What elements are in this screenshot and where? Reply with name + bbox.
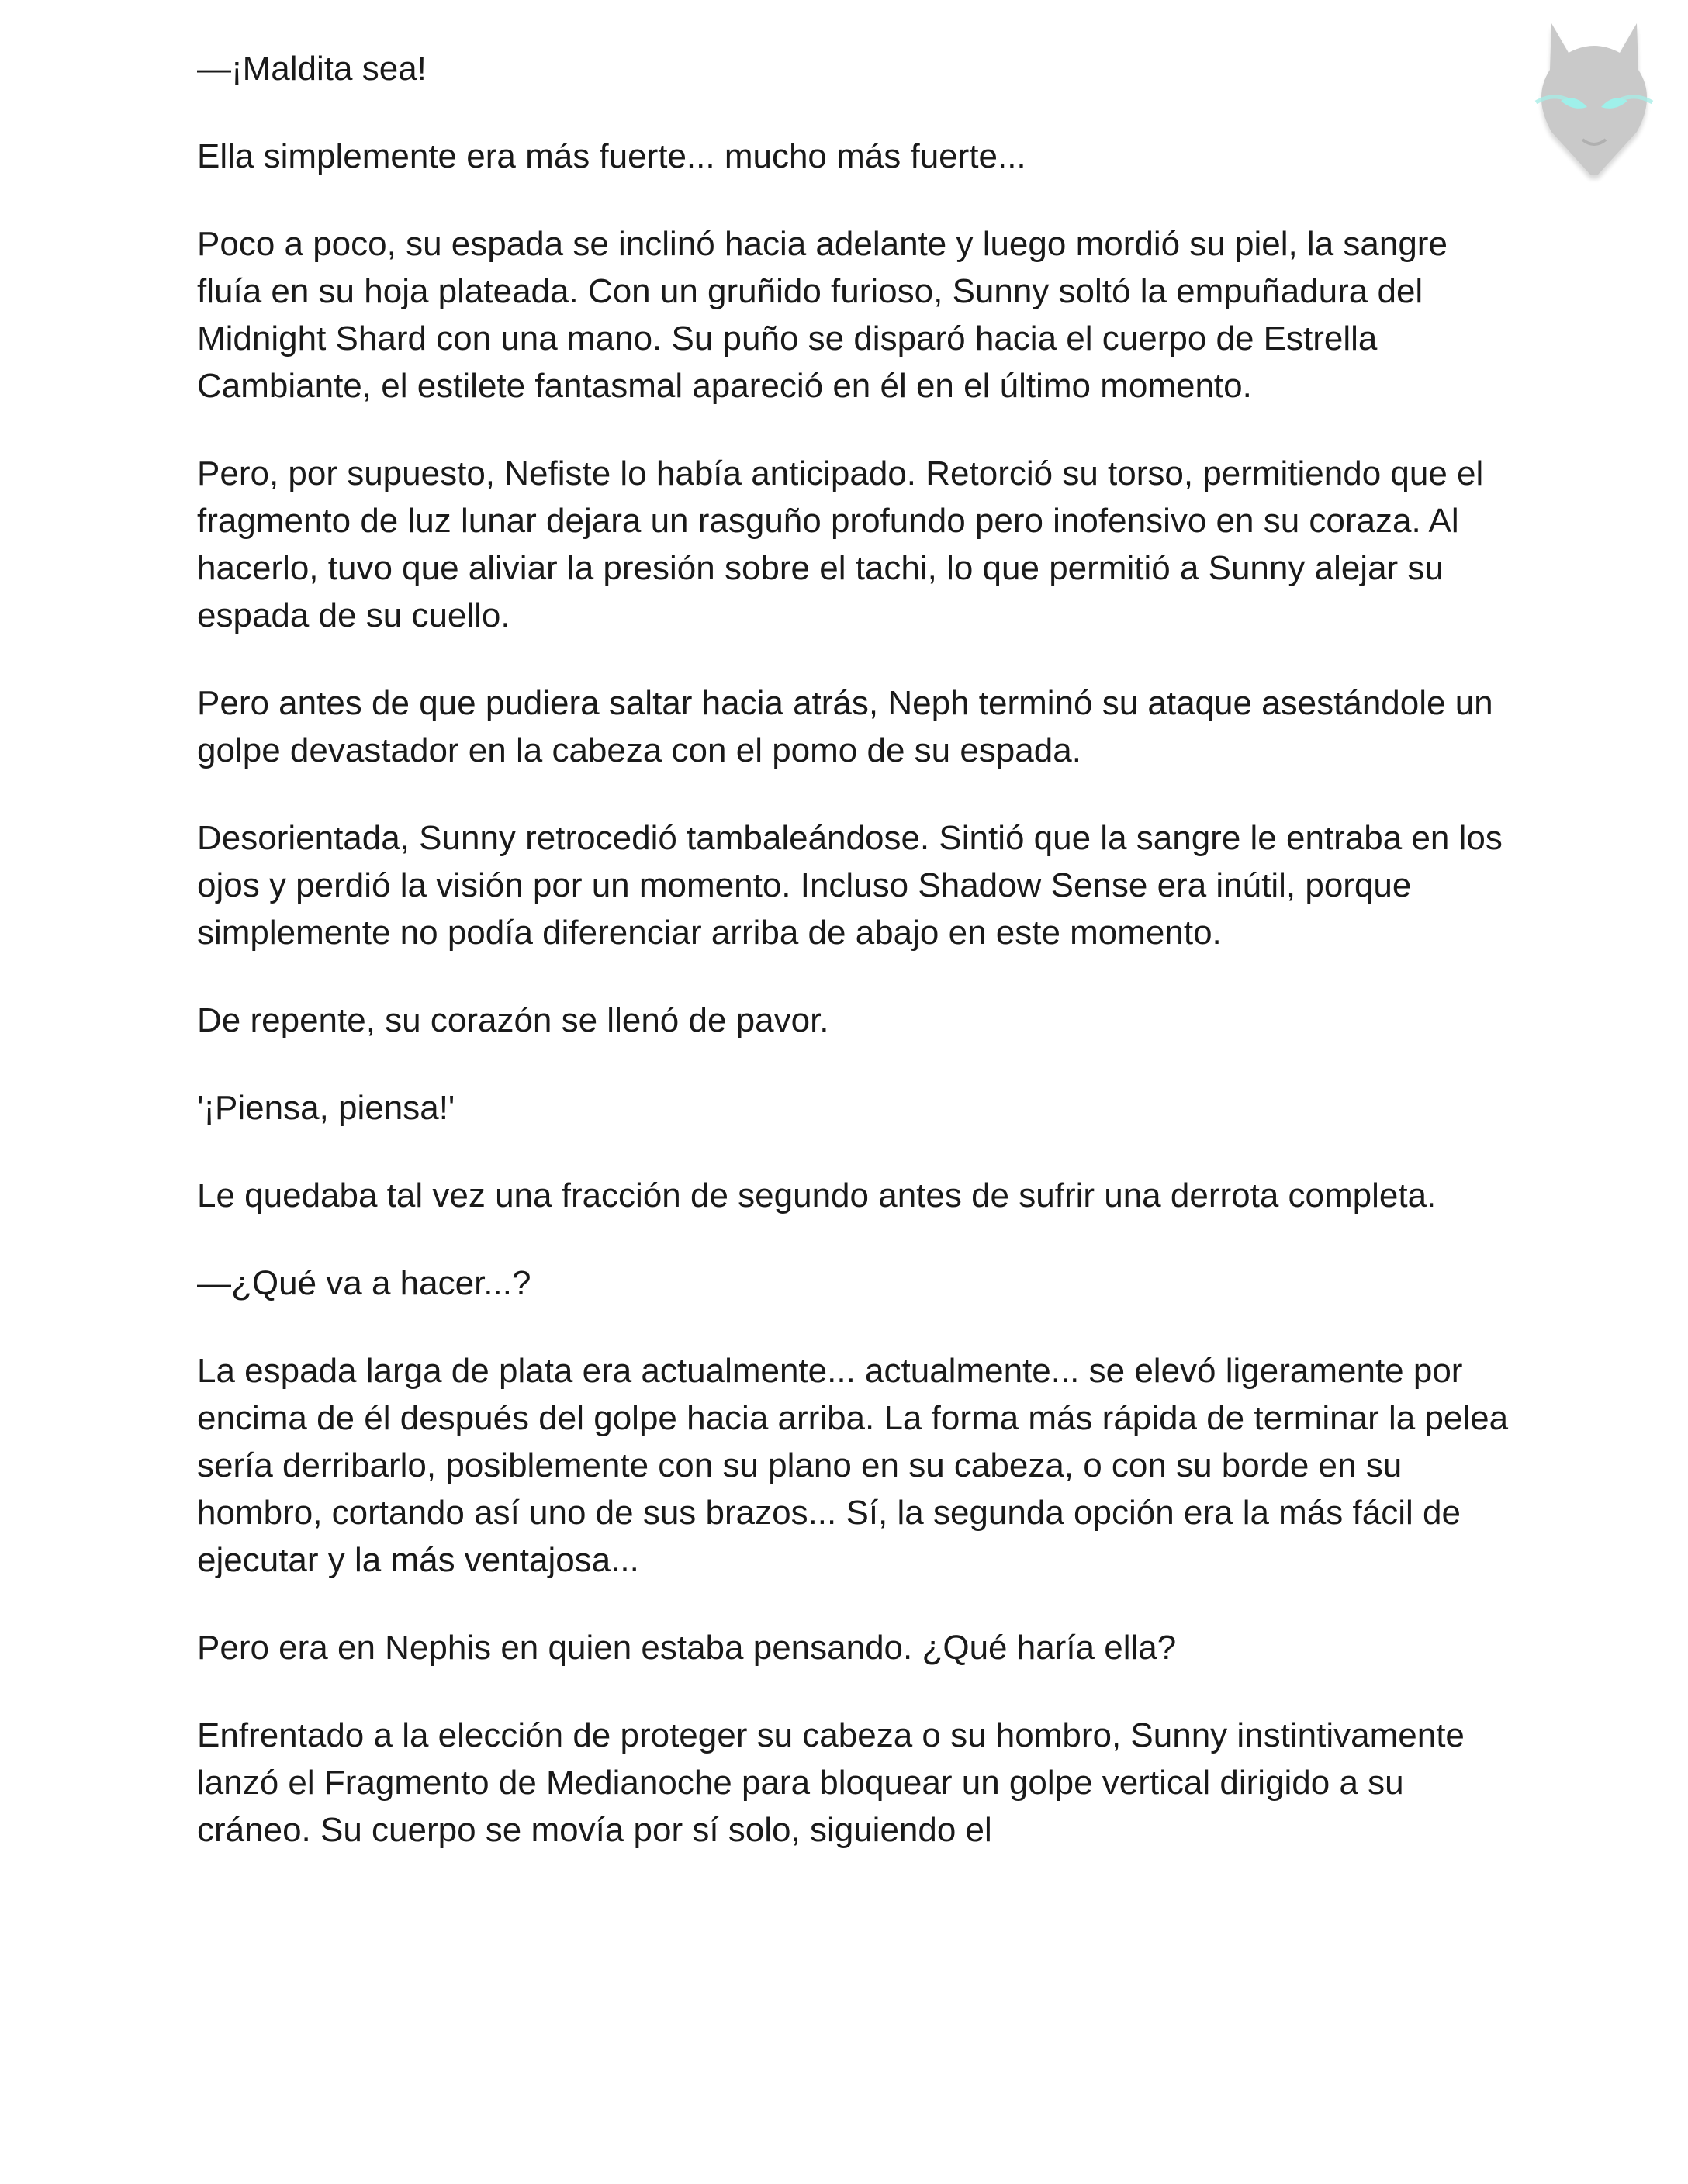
paragraph: Enfrentado a la elección de proteger su cabeza o su hombro, Sunny instintivamente lanzó el Fragmento de Medianoche para bloquear un golpe vertical dirigido a su cráneo. Su cuerpo se movía por sí solo, siguiendo el	[197, 1716, 1465, 1849]
paragraph: —¿Qué va a hacer...?	[197, 1264, 531, 1302]
paragraph: —¡Maldita sea!	[197, 50, 427, 88]
paragraph: Desorientada, Sunny retrocedió tambaleándose. Sintió que la sangre le entraba en los ojos y perdió la visión por un momento. Incluso Shadow Sense era inútil, porque simplemente no podía diferenciar arriba de abajo en este momento.	[197, 819, 1503, 952]
paragraph: Pero era en Nephis en quien estaba pensando. ¿Qué haría ella?	[197, 1629, 1177, 1667]
paragraph: Poco a poco, su espada se inclinó hacia adelante y luego mordió su piel, la sangre fluía en su hoja plateada. Con un gruñido furioso, Sunny soltó la empuñadura del Midnight Shard con una mano. Su puño se disparó hacia el cuerpo de Estrella Cambiante, el estilete fantasmal apareció en él en el último momento.	[197, 225, 1448, 405]
paragraph: Ella simplemente era más fuerte... mucho más fuerte...	[197, 137, 1026, 175]
paragraph: Le quedaba tal vez una fracción de segundo antes de sufrir una derrota completa.	[197, 1177, 1437, 1215]
paragraph: '¡Piensa, piensa!'	[197, 1089, 455, 1127]
paragraph: Pero antes de que pudiera saltar hacia atrás, Neph terminó su ataque asestándole un golpe devastador en la cabeza con el pomo de su espada.	[197, 684, 1493, 769]
paragraph: Pero, por supuesto, Nefiste lo había anticipado. Retorció su torso, permitiendo que el fragmento de luz lunar dejara un rasguño profundo pero inofensivo en su coraza. Al hacerlo, tuvo que aliviar la presión sobre el tachi, lo que permitió a Sunny alejar su espada de su cuello.	[197, 454, 1484, 634]
demon-head-logo-icon	[1520, 16, 1668, 186]
paragraph: La espada larga de plata era actualmente... actualmente... se elevó ligeramente por encima de él después del golpe hacia arriba. La forma más rápida de terminar la pelea sería derribarlo, posiblemente con su plano en su cabeza, o con su borde en su hombro, cortando así uno de sus brazos... Sí, la segunda opción era la más fácil de ejecutar y la más ventajosa...	[197, 1352, 1509, 1579]
document-body	[197, 45, 1516, 1894]
paragraph: De repente, su corazón se llenó de pavor.	[197, 1001, 829, 1039]
demon-head-icon	[1520, 16, 1668, 186]
